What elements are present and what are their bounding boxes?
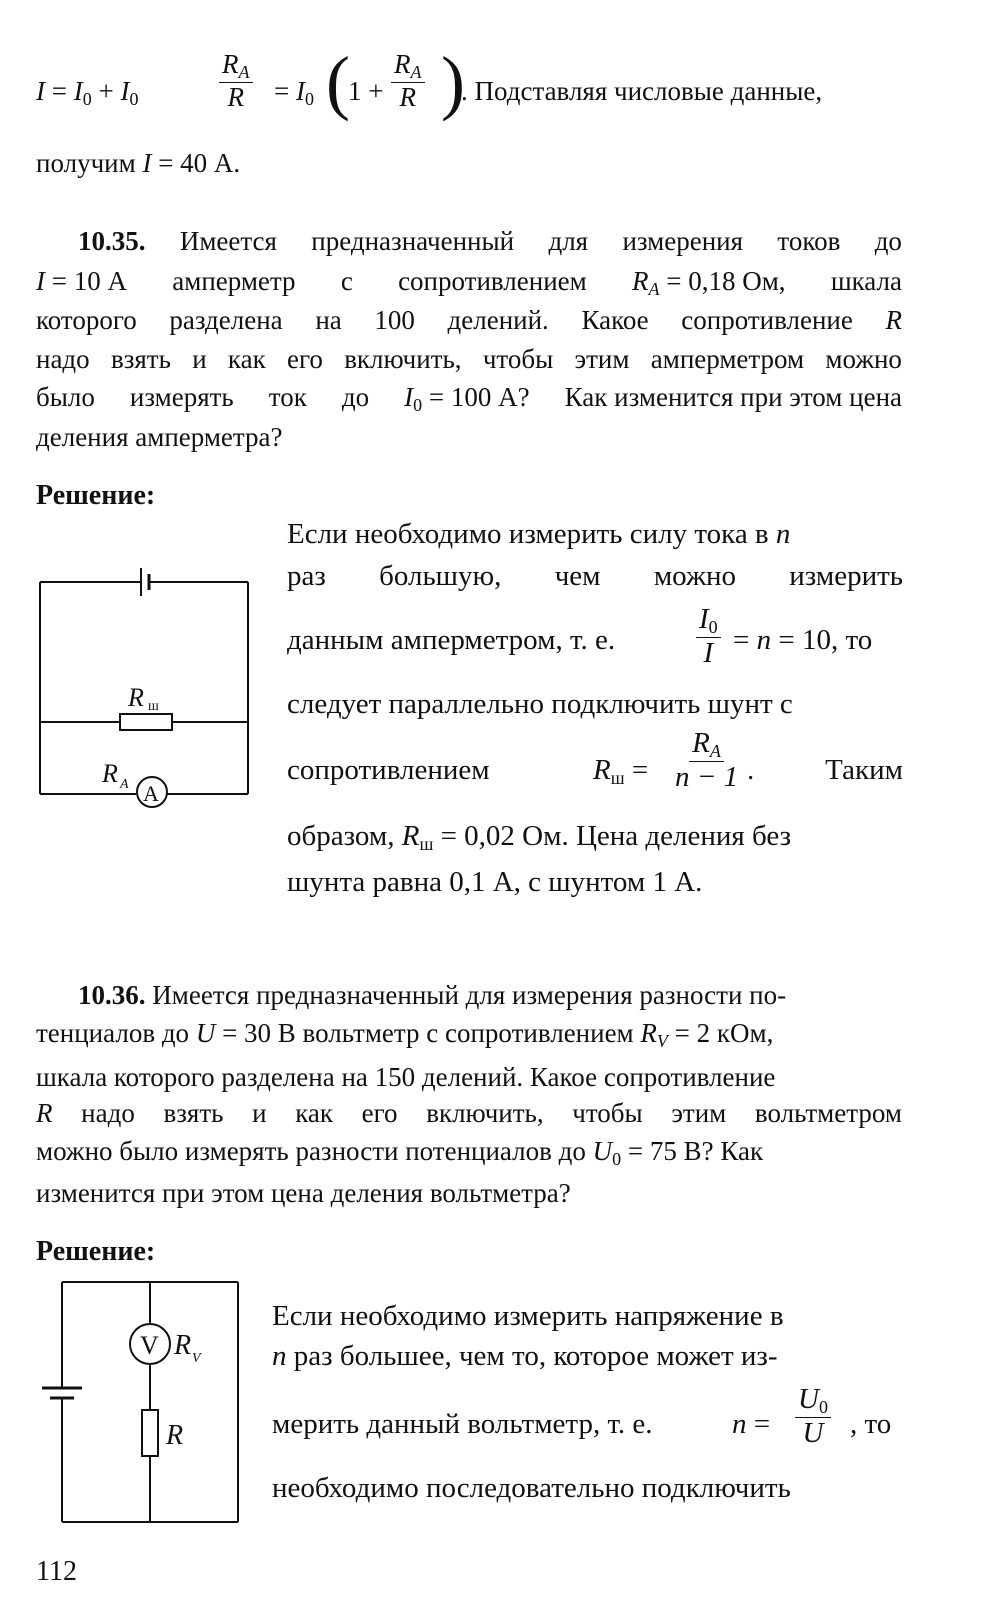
text: шунта равна 0,1 А, с шунтом 1 А. <box>287 866 703 898</box>
word: включить, <box>344 344 462 374</box>
text: = 0,02 Ом. Цена деления без <box>440 820 792 852</box>
equals: = <box>631 754 649 786</box>
word: раз <box>287 560 326 592</box>
text: сопротивлением <box>287 754 490 786</box>
var-u0: U <box>592 1136 613 1166</box>
word: надо <box>81 1098 135 1128</box>
word: надо <box>36 344 90 374</box>
fraction-ra-r <box>219 50 253 111</box>
word: его <box>287 344 323 374</box>
word: сопротивлением <box>398 266 587 296</box>
voltmeter-label-sub: V <box>192 1351 201 1366</box>
word: этим <box>671 1098 727 1128</box>
word: = 10 А <box>51 266 127 296</box>
result-var: I <box>142 148 152 178</box>
word: его <box>361 1098 398 1128</box>
frac-num: R <box>222 49 239 79</box>
ra-value: = 0,18 Ом, <box>666 266 786 296</box>
sub-sh: ш <box>419 834 434 854</box>
ammeter-symbol: A <box>143 781 159 806</box>
p1035-line-3 <box>36 307 902 334</box>
solution-label-1035: Решение: <box>36 480 156 511</box>
plus: + <box>98 76 114 106</box>
word: токов <box>777 226 841 256</box>
word: было <box>36 382 95 412</box>
word: и <box>252 1098 267 1128</box>
sol1035-line-1 <box>287 520 790 549</box>
word: ток <box>268 382 307 412</box>
sol1035-line-5 <box>287 728 903 808</box>
page-number: 112 <box>36 1556 77 1587</box>
word: взять <box>163 1098 224 1128</box>
equals: = <box>51 76 67 106</box>
frac-den: I <box>703 636 714 669</box>
text: шкала которого разделена на 150 делений. Какое сопротивление <box>36 1062 776 1092</box>
sub-0: 0 <box>413 395 423 415</box>
fraction-u0-u <box>795 1384 831 1448</box>
frac-den: n − 1 <box>675 760 739 793</box>
frac-num-sub: 0 <box>708 617 718 637</box>
var-rv: R <box>640 1018 657 1048</box>
word: шкала <box>830 266 902 296</box>
paren-close: ) <box>441 42 465 122</box>
text: Если необходимо измерить силу тока в <box>287 518 769 550</box>
word: до <box>874 226 902 256</box>
p1036-line-2 <box>36 1020 773 1050</box>
var-rsh: R <box>593 754 611 786</box>
sub-v: V <box>656 1031 668 1051</box>
text: можно было измерять разности потенциалов до <box>36 1136 586 1166</box>
formula-line <box>36 42 916 130</box>
word: большую, <box>379 560 502 592</box>
text: изменится при этом цена деления вольтметра? <box>36 1178 571 1208</box>
word: разделена <box>169 305 283 335</box>
word: можно <box>825 344 902 374</box>
text: раз большее, чем то, которое может из- <box>293 1340 778 1372</box>
p1035-line-2 <box>36 268 902 298</box>
var-ra: R <box>631 266 649 296</box>
word: чем <box>554 560 601 592</box>
circuit-diagram-voltmeter <box>36 1278 266 1538</box>
sol1035-line-2 <box>287 562 903 591</box>
formula-tail: . Подставляя числовые данные, <box>461 76 823 106</box>
var-i: I <box>36 76 45 106</box>
equals-2: = <box>274 76 290 106</box>
sol1036-line-4 <box>272 1474 791 1503</box>
p1036-line-1 <box>78 982 786 1009</box>
word: можно <box>653 560 736 592</box>
word: с <box>340 266 353 296</box>
problem-number: 10.36. <box>78 980 146 1010</box>
text: = 75 В? Как <box>627 1136 764 1166</box>
shunt-label: R <box>128 683 144 712</box>
word: 100 <box>374 305 415 335</box>
frac-num-sub: 0 <box>818 1397 828 1417</box>
sol1035-line-4 <box>287 690 793 719</box>
var-i0: I <box>73 76 83 106</box>
p1036-line-5 <box>36 1138 763 1168</box>
var-n: n <box>272 1340 287 1372</box>
fraction-i0-i <box>696 604 721 668</box>
p1035-line-1 <box>78 228 902 255</box>
sub-0b: 0 <box>129 89 139 109</box>
sol1036-line-2 <box>272 1342 778 1371</box>
frac2-num-sub: A <box>410 62 422 82</box>
word: измерить <box>789 560 903 592</box>
p1035-line-5 <box>36 384 902 414</box>
word: Таким <box>825 754 903 786</box>
word: которого <box>36 305 137 335</box>
result-text: получим <box>36 148 136 178</box>
text: Как изменится при этом цена <box>564 382 902 412</box>
frac-num-sub: A <box>709 741 721 761</box>
word: Имеется <box>179 226 277 256</box>
word: чтобы <box>572 1098 643 1128</box>
p1035-line-4 <box>36 346 902 373</box>
text: тенциалов до <box>36 1018 190 1048</box>
frac-num: I <box>699 603 709 635</box>
frac-den: U <box>802 1416 824 1449</box>
result-line <box>36 150 240 177</box>
circuit-diagram-ammeter <box>36 560 266 806</box>
word: измерять <box>129 382 234 412</box>
word: для <box>548 226 589 256</box>
text: данным амперметром, т. е. <box>287 624 616 656</box>
resistor-label: R <box>166 1420 184 1451</box>
word: амперметр <box>172 266 296 296</box>
value: = 10 <box>778 624 831 656</box>
var-n: n <box>732 1408 747 1440</box>
word: вольтметром <box>754 1098 902 1128</box>
frac-num-sub: A <box>238 62 250 82</box>
resistor-r <box>142 1410 158 1456</box>
sub-0: 0 <box>612 1149 622 1169</box>
var-rsh: R <box>401 820 420 852</box>
text: необходимо последовательно подключить <box>272 1472 791 1504</box>
var-r: R <box>885 305 902 335</box>
sol1035-line-6 <box>287 822 791 853</box>
equals: = <box>753 1408 771 1440</box>
ammeter-label-sub: A <box>120 777 129 792</box>
result-val: = 40 А. <box>158 148 241 178</box>
sol1036-line-1 <box>272 1302 784 1331</box>
word: как <box>227 344 266 374</box>
text: Если необходимо измерить напряжение в <box>272 1300 784 1332</box>
sub-0c: 0 <box>304 89 314 109</box>
text: = 30 В вольтметр с сопротивлением <box>222 1018 634 1048</box>
rv-value: = 2 кОм, <box>674 1018 774 1048</box>
ammeter-label: R <box>102 759 118 788</box>
frac2-num: R <box>394 49 411 79</box>
word: сопротивление <box>681 305 853 335</box>
frac-num: R <box>692 727 710 759</box>
sol1035-line-7 <box>287 868 702 897</box>
word: деления амперметра? <box>36 422 283 452</box>
sol1036-line-3 <box>272 1384 906 1460</box>
p1036-line-4 <box>36 1100 902 1127</box>
var-n: n <box>756 624 772 656</box>
var-i0b: I <box>120 76 130 106</box>
fraction-ra-r-2 <box>391 50 425 111</box>
text: мерить данный вольтметр, т. е. <box>272 1408 653 1440</box>
shunt-label-sub: ш <box>148 699 159 714</box>
sub-sh: ш <box>610 768 625 788</box>
sub-a: A <box>648 279 660 299</box>
var-n: n <box>775 518 791 550</box>
one-plus: 1 + <box>348 76 384 106</box>
text: следует параллельно подключить шунт с <box>287 688 793 720</box>
shunt-resistor <box>120 714 172 730</box>
dot: . <box>747 754 755 786</box>
p1036-line-6 <box>36 1180 571 1207</box>
word: амперметром <box>650 344 805 374</box>
word: взять <box>110 344 171 374</box>
frac2-den: R <box>399 81 416 112</box>
word: этим <box>574 344 630 374</box>
fraction-ra-n1 <box>672 728 741 792</box>
word: делений. <box>447 305 549 335</box>
text: Имеется предназначенный для измерения разности по- <box>152 980 787 1010</box>
voltmeter-label: R <box>174 1330 192 1361</box>
word: как <box>295 1098 334 1128</box>
word: до <box>341 382 370 412</box>
word: чтобы <box>482 344 554 374</box>
solution-label-1036: Решение: <box>36 1236 156 1267</box>
var-r: R <box>36 1098 53 1128</box>
word: на <box>315 305 342 335</box>
p1036-line-3 <box>36 1064 775 1091</box>
p1035-line-6 <box>36 424 283 451</box>
word: предназначенный <box>311 226 515 256</box>
frac-den: R <box>227 81 244 112</box>
paren-open: ( <box>326 42 350 122</box>
problem-number: 10.35. <box>78 226 146 256</box>
frac-num: U <box>798 1383 819 1415</box>
var-i0: I <box>404 382 414 412</box>
sol1035-line-3 <box>287 604 903 674</box>
text: образом, <box>287 820 395 852</box>
word: включить, <box>426 1098 544 1128</box>
text: , то <box>830 624 873 656</box>
var-u: U <box>195 1018 216 1048</box>
word: и <box>192 344 207 374</box>
word: измерения <box>622 226 744 256</box>
var-i0c: I <box>295 76 305 106</box>
equals: = <box>733 624 750 656</box>
i0-value: = 100 А? <box>428 382 530 412</box>
word: Какое <box>581 305 649 335</box>
text: , то <box>850 1408 892 1440</box>
sub-0: 0 <box>82 89 92 109</box>
voltmeter-symbol: V <box>140 1331 159 1360</box>
var-i: I <box>36 266 45 296</box>
